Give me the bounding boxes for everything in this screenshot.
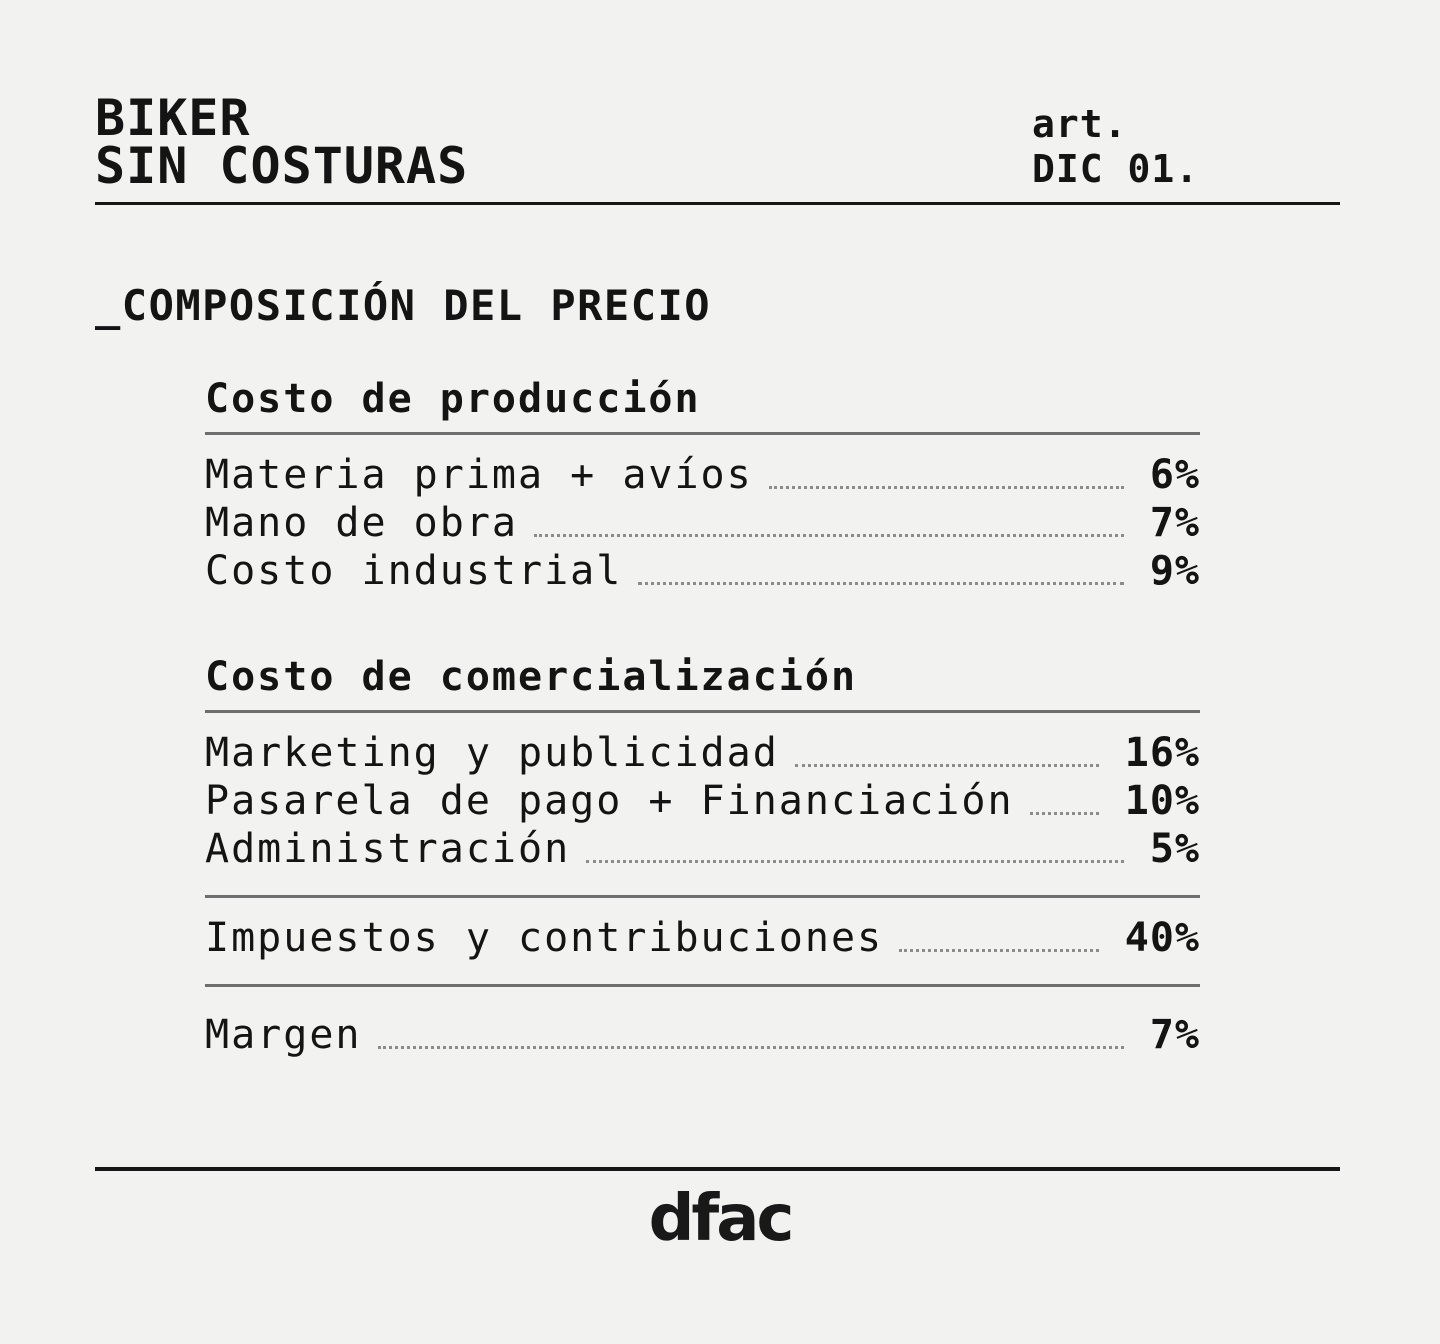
cost-table xyxy=(205,375,1200,1059)
cost-value: 40% xyxy=(1124,915,1200,961)
table-row xyxy=(205,777,1200,825)
product-title-line1: BIKER xyxy=(95,89,251,147)
footer-divider xyxy=(95,1167,1340,1171)
dotted-leader xyxy=(586,860,1124,863)
group-title-produccion: Costo de producción xyxy=(205,376,701,422)
dotted-leader xyxy=(1030,812,1099,815)
product-title-line2: SIN COSTURAS xyxy=(95,137,469,195)
group-rows xyxy=(205,729,1200,873)
table-row xyxy=(205,547,1200,595)
table-row-impuestos xyxy=(205,914,1200,962)
section-heading: _COMPOSICIÓN DEL PRECIO xyxy=(95,281,712,330)
cost-label: Administración xyxy=(205,826,571,872)
cost-label: Impuestos y contribuciones xyxy=(205,915,884,961)
cost-value: 7% xyxy=(1149,1012,1200,1058)
dotted-leader xyxy=(769,486,1124,489)
group-produccion xyxy=(205,375,1200,595)
header-divider xyxy=(95,202,1340,205)
table-row-margen xyxy=(205,1011,1200,1059)
table-row xyxy=(205,499,1200,547)
product-title xyxy=(95,89,469,195)
dotted-leader xyxy=(534,534,1124,537)
article-label: art. xyxy=(1032,102,1128,146)
dfac-logo: dfac xyxy=(648,1182,792,1256)
section-divider xyxy=(205,984,1200,987)
dotted-leader xyxy=(638,582,1124,585)
group-title-comercializacion: Costo de comercialización xyxy=(205,654,858,700)
dotted-leader xyxy=(378,1046,1124,1049)
cost-label: Marketing y publicidad xyxy=(205,730,779,776)
table-row xyxy=(205,451,1200,499)
cost-label: Costo industrial xyxy=(205,548,623,594)
table-row xyxy=(205,825,1200,873)
dotted-leader xyxy=(899,949,1099,952)
group-underline xyxy=(205,432,1200,435)
cost-value: 5% xyxy=(1149,826,1200,872)
dotted-leader xyxy=(795,764,1099,767)
cost-value: 7% xyxy=(1149,500,1200,546)
group-comercializacion xyxy=(205,653,1200,873)
section-divider xyxy=(205,895,1200,898)
cost-value: 6% xyxy=(1149,452,1200,498)
cost-label: Materia prima + avíos xyxy=(205,452,753,498)
group-underline xyxy=(205,710,1200,713)
article-reference xyxy=(1032,102,1199,192)
cost-label: Pasarela de pago + Financiación xyxy=(205,778,1014,824)
group-rows xyxy=(205,451,1200,595)
cost-value: 9% xyxy=(1149,548,1200,594)
article-number: DIC 01. xyxy=(1032,147,1200,191)
cost-value: 10% xyxy=(1124,778,1200,824)
cost-value: 16% xyxy=(1124,730,1200,776)
cost-label: Mano de obra xyxy=(205,500,518,546)
table-row xyxy=(205,729,1200,777)
cost-label: Margen xyxy=(205,1012,362,1058)
